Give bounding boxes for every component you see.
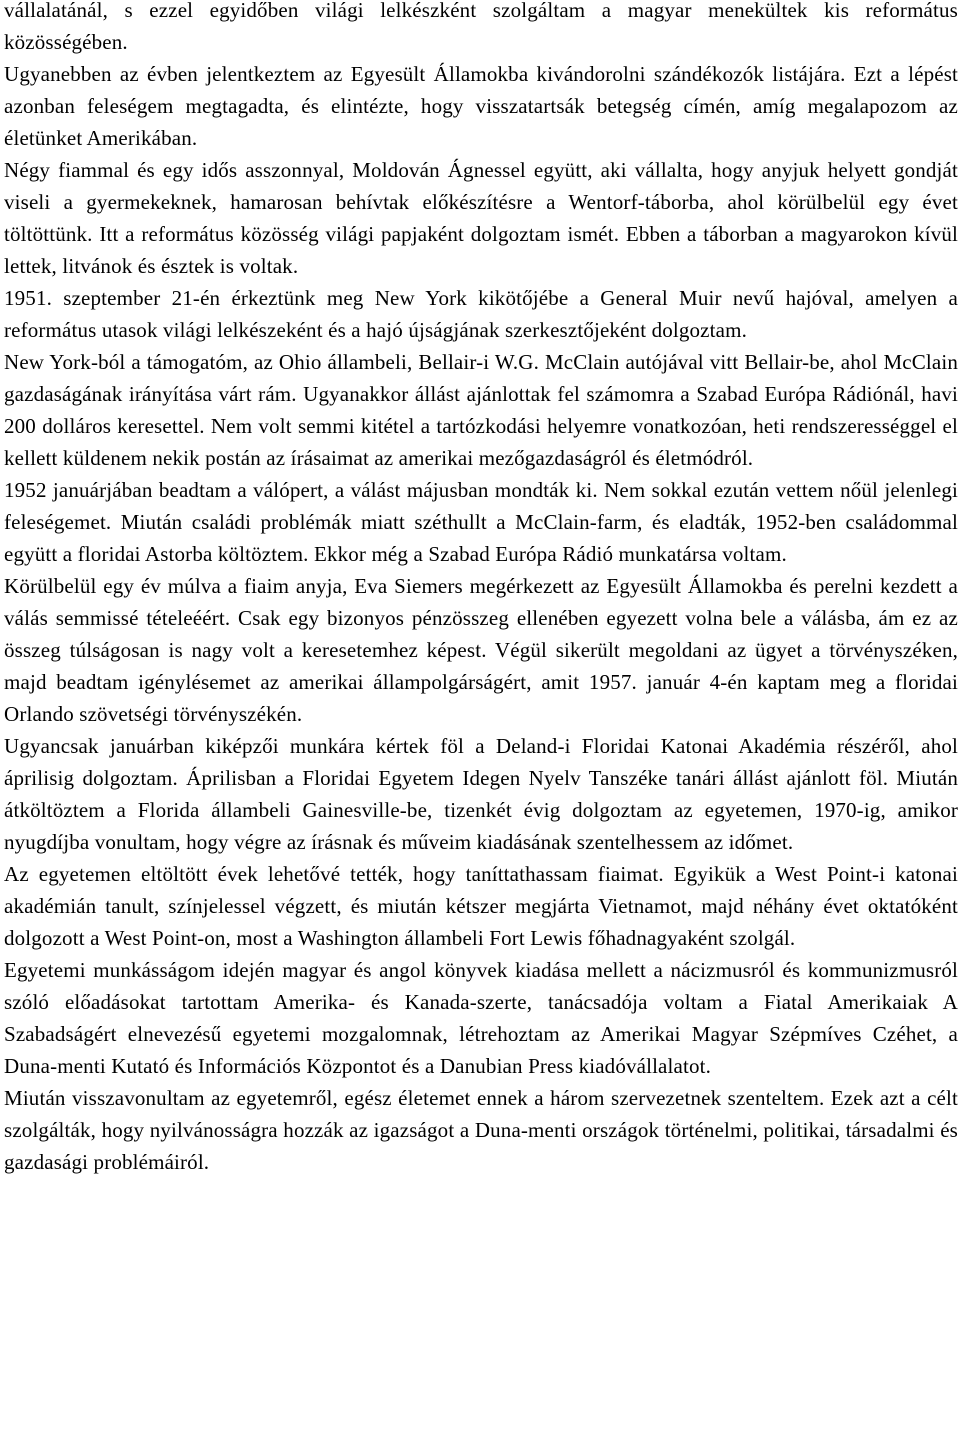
paragraph-2: Ugyanebben az évben jelentkeztem az Egyesült Államokba kivándorolni szándékozók listájára. Ezt a lépést azonban feleségem megtagadta, és elintézte, hogy visszatartsák betegség címén, amíg megalapozom az életünket Amerikában. — [4, 62, 958, 150]
paragraph-11: Miután visszavonultam az egyetemről, egész életemet ennek a három szervezetnek szenteltem. Ezek azt a célt szolgálták, hogy nyilvánosságra hozzák az igazságot a Duna-menti országok történelmi, politikai, társadalmi és gazdasági problémáiról. — [4, 1086, 958, 1174]
paragraph-1: vállalatánál, s ezzel egyidőben világi lelkészként szolgáltam a magyar menekültek kis református közösségében. — [4, 0, 958, 54]
paragraph-4: 1951. szeptember 21-én érkeztünk meg New York kikötőjébe a General Muir nevű hajóval, amelyen a református utasok világi lelkészeként és a hajó újságjának szerkesztőjeként dolgoztam. — [4, 286, 958, 342]
paragraph-10: Egyetemi munkásságom idején magyar és angol könyvek kiadása mellett a nácizmusról és kommunizmusról szóló előadásokat tartottam Amerika- és Kanada-szerte, tanácsadója voltam a Fiatal Amerikaiak A Szabadságért elnevezésű egyetemi mozgalomnak, létrehoztam az Amerikai Magyar Szépmíves Czéhet, a Duna-menti Kutató és Információs Központot és a Danubian Press kiadóvállalatot. — [4, 958, 958, 1078]
paragraph-8: Ugyancsak januárban kiképzői munkára kértek föl a Deland-i Floridai Katonai Akadémia részéről, ahol áprilisig dolgoztam. Áprilisban a Floridai Egyetem Idegen Nyelv Tanszéke tanári állást ajánlott föl. Miután átköltöztem a Florida állambeli Gainesville-be, tizenkét évig dolgoztam az egyetemen, 1970-ig, amikor nyugdíjba vonultam, hogy végre az írásnak és műveim kiadásának szentelhessem az időmet. — [4, 734, 958, 854]
paragraph-7: Körülbelül egy év múlva a fiaim anyja, Eva Siemers megérkezett az Egyesült Államokba és perelni kezdett a válás semmissé tételeéért. Csak egy bizonyos pénzösszeg ellenében egyezett volna bele a válásba, ám ez az összeg túlságosan is nagy volt a keresetemhez képest. Végül sikerült megoldani az ügyet a törvényszéken, majd beadtam igénylésemet az amerikai állampolgárságért, amit 1957. január 4-én kaptam meg a floridai Orlando szövetségi törvényszékén. — [4, 574, 958, 726]
paragraph-9: Az egyetemen eltöltött évek lehetővé tették, hogy taníttathassam fiaimat. Egyikük a West Point-i katonai akadémián tanult, színjelessel végzett, és miután kétszer megjárta Vietnamot, majd néhány évet oktatóként dolgozott a West Point-on, most a Washington állambeli Fort Lewis főhadnagyaként szolgál. — [4, 862, 958, 950]
paragraph-6: 1952 januárjában beadtam a válópert, a válást májusban mondták ki. Nem sokkal ezután vettem nőül jelenlegi feleségemet. Miután családi problémák miatt széthullt a McClain-farm, és eladták, 1952-ben családommal együtt a floridai Astorba költöztem. Ekkor még a Szabad Európa Rádió munkatársa voltam. — [4, 478, 958, 566]
paragraph-3: Négy fiammal és egy idős asszonnyal, Moldován Ágnessel együtt, aki vállalta, hogy anyjuk helyett gondját viseli a gyermekeknek, hamarosan behívtak előkészítésre a Wentorf-táborba, ahol körülbelül egy évet töltöttünk. Itt a református közösség világi papjaként dolgoztam ismét. Ebben a táborban a magyarokon kívül lettek, litvánok és észtek is voltak. — [4, 158, 958, 278]
paragraph-5: New York-ból a támogatóm, az Ohio állambeli, Bellair-i W.G. McClain autójával vitt Bellair-be, ahol McClain gazdaságának irányítása várt rám. Ugyanakkor állást ajánlottak fel számomra a Szabad Európa Rádiónál, havi 200 dolláros keresettel. Nem volt semmi kitétel a tartózkodási helyemre vonatkozóan, heti rendszerességgel el kellett küldenem nekik postán az írásaimat az amerikai mezőgazdaságról és életmódról. — [4, 350, 958, 470]
